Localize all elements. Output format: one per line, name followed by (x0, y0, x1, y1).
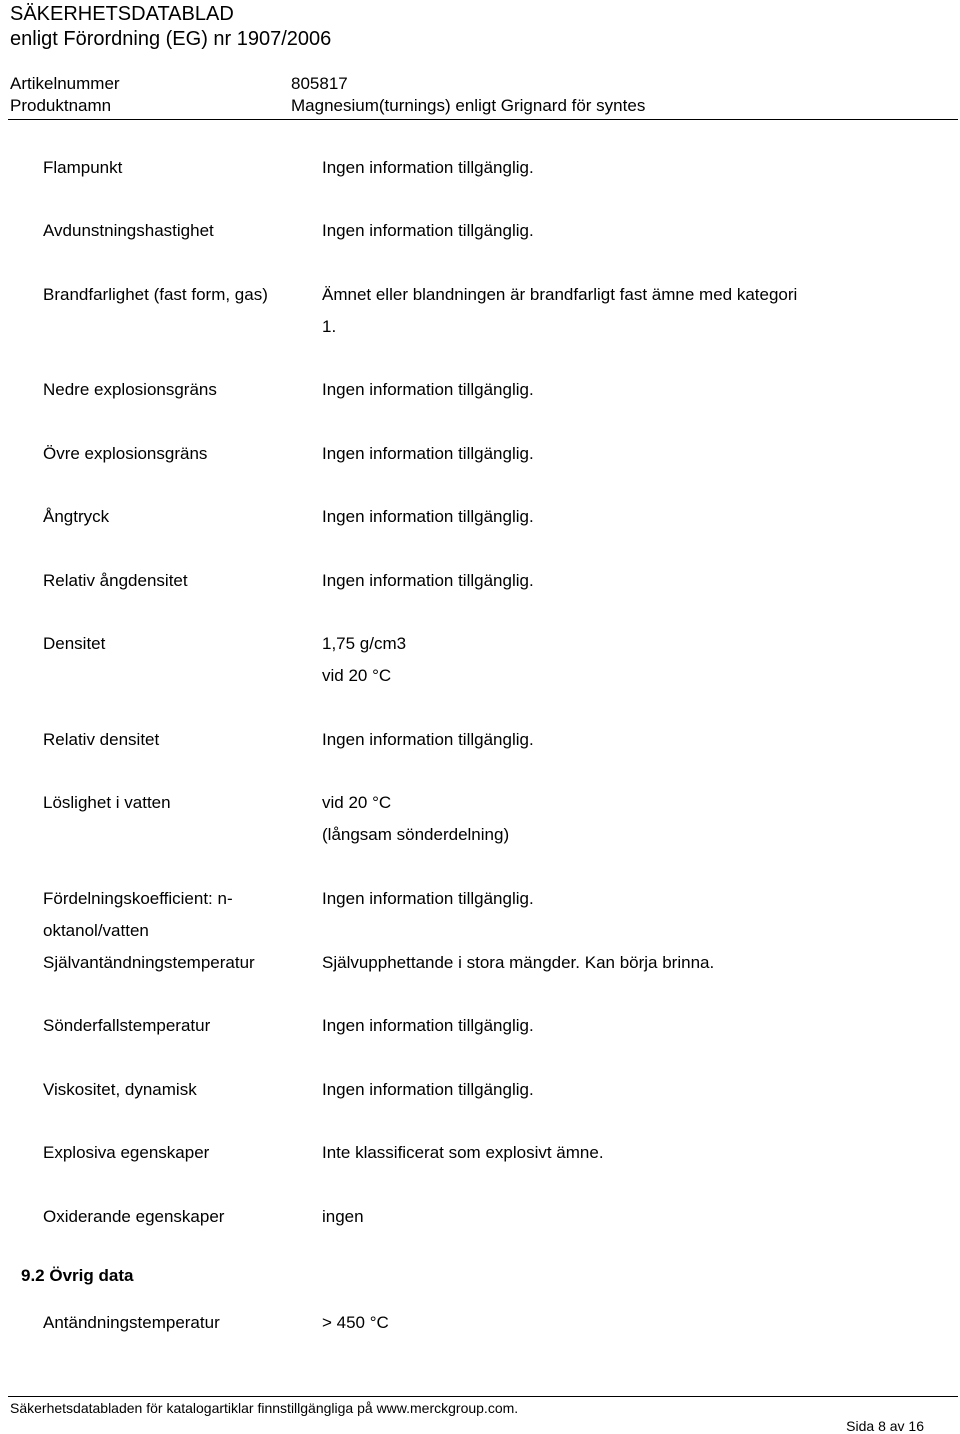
property-label (43, 1201, 224, 1233)
property-value (322, 215, 534, 247)
property-value-line: Ämnet eller blandningen är brandfarligt fast ämne med kategori (322, 285, 798, 304)
property-value-line: Ingen information tillgänglig. (322, 1016, 534, 1035)
property-value-line: Ingen information tillgänglig. (322, 158, 534, 177)
property-label-line: Antändningstemperatur (43, 1313, 220, 1332)
property-label-line: Nedre explosionsgräns (43, 380, 217, 399)
property-value (322, 374, 534, 406)
product-name-label: Produktnamn (10, 96, 112, 115)
property-value-line: Självupphettande i stora mängder. Kan börja brinna. (322, 953, 715, 972)
property-label-line: Oxiderande egenskaper (43, 1207, 225, 1226)
property-label-line: Ångtryck (43, 507, 110, 526)
property-label-line: Löslighet i vatten (43, 793, 171, 812)
property-label (43, 947, 255, 979)
property-value-line: (långsam sönderdelning) (322, 825, 510, 844)
property-label-line: Relativ densitet (43, 730, 160, 749)
property-label-line: Självantändningstemperatur (43, 953, 255, 972)
property-value (322, 565, 534, 597)
property-label-line: Viskositet, dynamisk (43, 1080, 197, 1099)
property-value (322, 1010, 534, 1042)
property-label (43, 1074, 197, 1106)
header-divider (8, 119, 958, 120)
page-number: Sida 8 av 16 (846, 1418, 924, 1434)
property-value (322, 1137, 604, 1169)
footer-text: Säkerhetsdatabladen för katalogartiklar finnstillgängliga på www.merckgroup.com. (10, 1400, 519, 1416)
property-label (43, 1010, 210, 1042)
property-label (43, 438, 207, 470)
property-value-line: Ingen information tillgänglig. (322, 444, 534, 463)
property-label (43, 152, 122, 184)
property-value-line: Ingen information tillgänglig. (322, 1080, 534, 1099)
property-value-line: 1,75 g/cm3 (322, 634, 407, 653)
document-subtitle: enligt Förordning (EG) nr 1907/2006 (10, 28, 332, 50)
property-label (43, 501, 109, 533)
property-value (322, 438, 534, 470)
property-value-line: 1. (322, 317, 337, 336)
property-label-line: Flampunkt (43, 158, 123, 177)
property-label-line: Avdunstningshastighet (43, 221, 214, 240)
document-title: SÄKERHETSDATABLAD (10, 3, 234, 25)
section-heading-other-data: 9.2 Övrig data (21, 1266, 134, 1285)
property-value (322, 947, 714, 979)
property-value (322, 724, 534, 756)
footer-divider (8, 1396, 958, 1397)
property-label-line: Relativ ångdensitet (43, 571, 188, 590)
property-label (43, 279, 268, 311)
property-value-line: Ingen information tillgänglig. (322, 571, 534, 590)
property-value (322, 152, 534, 184)
property-value-line: Ingen information tillgänglig. (322, 221, 534, 240)
property-label (43, 565, 188, 597)
property-value-line: Ingen information tillgänglig. (322, 730, 534, 749)
property-label (43, 1307, 220, 1339)
property-label-line: Fördelningskoefficient: n- (43, 889, 233, 908)
property-value (322, 501, 534, 533)
property-label (43, 628, 105, 660)
property-value (322, 787, 509, 851)
property-label (43, 883, 233, 947)
property-label-line: Densitet (43, 634, 106, 653)
property-value-line: Inte klassificerat som explosivt ämne. (322, 1143, 604, 1162)
property-value-line: Ingen information tillgänglig. (322, 380, 534, 399)
article-number-value: 805817 (291, 74, 348, 93)
property-label-line: Explosiva egenskaper (43, 1143, 210, 1162)
property-value-line: Ingen information tillgänglig. (322, 507, 534, 526)
property-label-line: oktanol/vatten (43, 921, 149, 940)
property-label-line: Sönderfallstemperatur (43, 1016, 211, 1035)
property-value-line: vid 20 °C (322, 666, 392, 685)
property-label-line: Brandfarlighet (fast form, gas) (43, 285, 268, 304)
property-value-line: Ingen information tillgänglig. (322, 889, 534, 908)
property-value (322, 279, 797, 343)
property-label-line: Övre explosionsgräns (43, 444, 208, 463)
property-label (43, 787, 171, 819)
property-value (322, 1307, 389, 1339)
property-value-line: ingen (322, 1207, 364, 1226)
property-label (43, 1137, 209, 1169)
property-value-line: vid 20 °C (322, 793, 392, 812)
property-value (322, 1074, 534, 1106)
property-label (43, 724, 159, 756)
property-value (322, 883, 534, 915)
property-value-line: > 450 °C (322, 1313, 389, 1332)
property-value (322, 1201, 364, 1233)
property-label (43, 374, 217, 406)
property-value (322, 628, 406, 692)
article-number-label: Artikelnummer (10, 74, 120, 93)
product-name-value: Magnesium(turnings) enligt Grignard för syntes (291, 96, 646, 115)
property-label (43, 215, 214, 247)
